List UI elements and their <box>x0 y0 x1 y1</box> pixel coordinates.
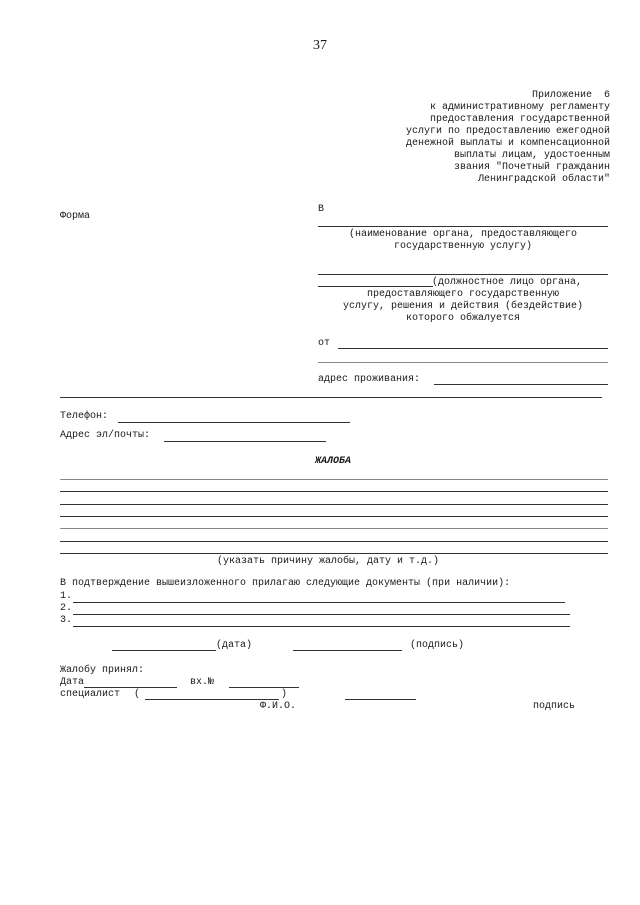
form-label: Форма <box>60 211 91 222</box>
attachment-line[interactable] <box>73 626 570 627</box>
document-title: ЖАЛОБА <box>315 456 352 467</box>
incoming-label: вх.№ <box>190 677 215 688</box>
organ-hint-line: (наименование органа, предоставляющего <box>348 229 578 240</box>
from-line[interactable] <box>338 348 608 349</box>
residence-line[interactable] <box>434 384 608 385</box>
attachment-line[interactable] <box>73 614 570 615</box>
accepted-label: Жалобу принял: <box>60 665 145 676</box>
attachment-number: 2. <box>60 603 73 614</box>
complaint-line[interactable] <box>60 553 608 554</box>
appendix-line: Приложение 6 <box>531 90 610 101</box>
appendix-line: денежной выплаты и компенсационной <box>405 138 610 149</box>
paren-open: ( <box>134 689 141 700</box>
acceptance-date-line[interactable] <box>84 687 177 688</box>
fio-label: Ф.И.О. <box>260 701 297 712</box>
official-line[interactable] <box>318 274 608 275</box>
complaint-line[interactable] <box>60 479 608 480</box>
official-hint-first: (должностное лицо органа, <box>432 277 583 288</box>
appendix-line: услуги по предоставлению ежегодной <box>405 126 610 137</box>
specialist-label: специалист <box>60 689 121 700</box>
to-prefix: В <box>318 204 325 215</box>
date-line[interactable] <box>112 650 216 651</box>
complaint-line[interactable] <box>60 504 608 505</box>
appendix-line: к административному регламенту <box>429 102 610 113</box>
official-hint-line: которого обжалуется <box>405 313 521 324</box>
official-hint-line: услугу, решения и действия (бездействие) <box>342 301 584 312</box>
attachment-number: 1. <box>60 591 73 602</box>
official-hint <box>318 289 608 325</box>
attachments-intro: В подтверждение вышеизложенного прилагаю следующие документы (при наличии): <box>60 578 511 589</box>
residence-label: адрес проживания: <box>318 374 421 385</box>
appendix-line: Ленинградской области" <box>477 174 610 185</box>
complaint-line[interactable] <box>60 528 608 529</box>
from-label: от <box>318 338 331 349</box>
phone-line[interactable] <box>118 422 350 423</box>
complaint-line[interactable] <box>60 516 608 517</box>
appendix-line: выплаты лицам, удостоенным <box>453 150 610 161</box>
attachment-line[interactable] <box>73 602 565 603</box>
organ-hint <box>318 229 608 253</box>
complaint-hint: (указать причину жалобы, дату и т.д.) <box>217 556 440 567</box>
official-name-line[interactable] <box>318 286 433 287</box>
phone-label: Телефон: <box>60 411 109 422</box>
email-label: Адрес эл/почты: <box>60 430 151 441</box>
acceptance-signature-label: подпись <box>533 701 576 712</box>
acceptance-date-label: Дата <box>60 677 85 688</box>
complaint-line[interactable] <box>60 491 608 492</box>
date-label: (дата) <box>216 640 253 651</box>
incoming-line[interactable] <box>229 687 299 688</box>
from-line-2[interactable] <box>318 362 608 363</box>
appendix-block <box>330 90 610 186</box>
official-hint-line: предоставляющего государственную <box>366 289 560 300</box>
residence-line-2[interactable] <box>60 397 602 398</box>
attachment-number: 3. <box>60 615 73 626</box>
specialist-name-line[interactable] <box>145 699 279 700</box>
specialist-signature-line[interactable] <box>345 699 416 700</box>
organ-name-line[interactable] <box>318 226 608 227</box>
signature-line[interactable] <box>293 650 402 651</box>
appendix-line: звания "Почетный гражданин <box>453 162 610 173</box>
page-number: 37 <box>313 38 327 53</box>
appendix-line: предоставления государственной <box>429 114 610 125</box>
complaint-line[interactable] <box>60 541 608 542</box>
email-line[interactable] <box>164 441 326 442</box>
signature-label: (подпись) <box>410 640 465 651</box>
paren-close: ) <box>281 689 288 700</box>
organ-hint-line: государственную услугу) <box>393 241 533 252</box>
